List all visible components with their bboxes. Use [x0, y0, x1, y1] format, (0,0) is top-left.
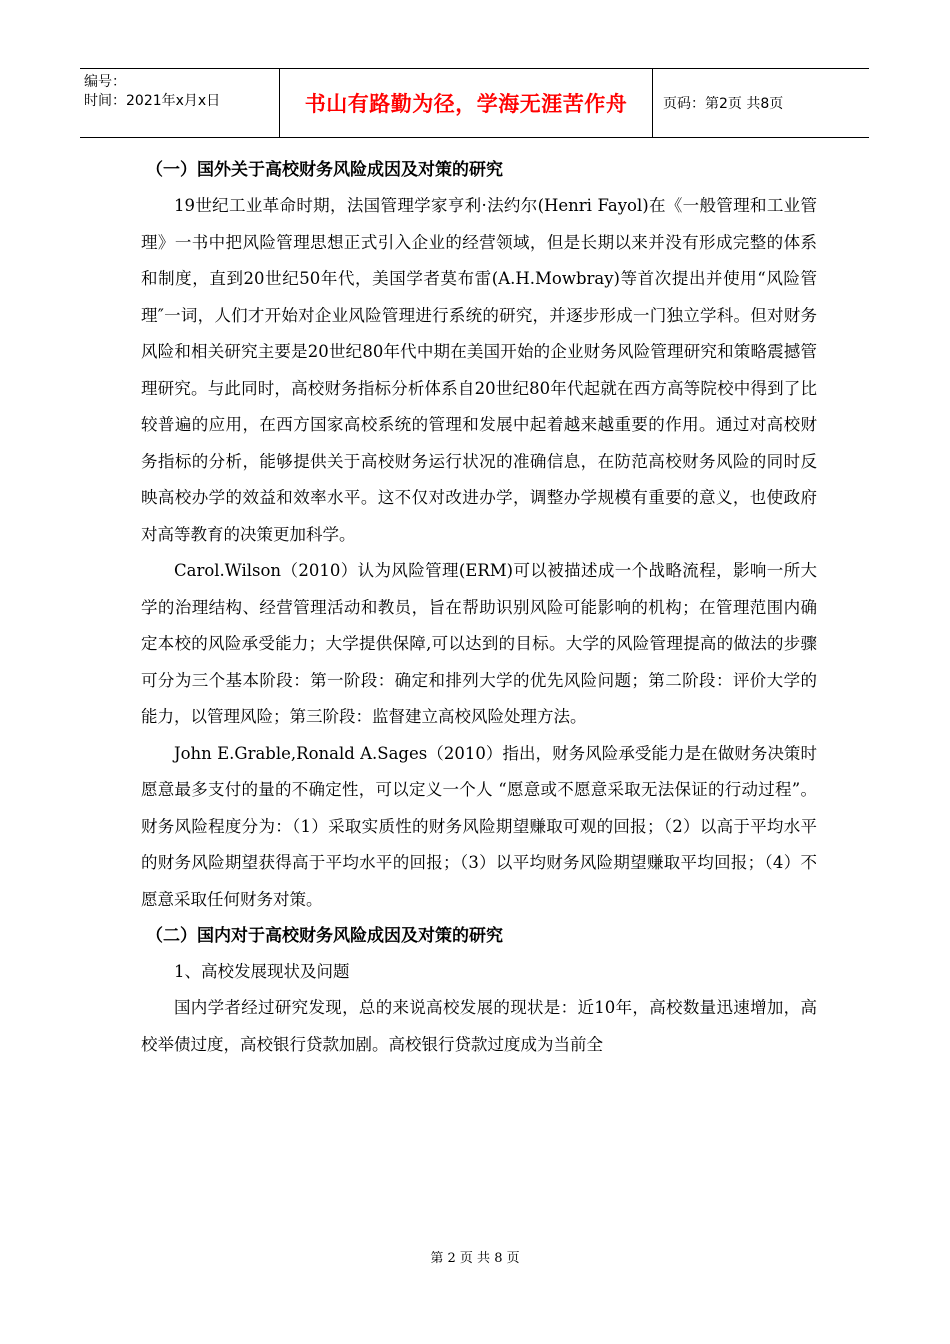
page-footer: 第 2 页 共 8 页	[430, 1251, 520, 1266]
paragraph: 19世纪工业革命时期，法国管理学家亨利·法约尔(Henri Fayol)在《一般管理和工业管理》一书中把风险管理思想正式引入企业的经营领域，但是长期以来并没有形成完整的体系和制度，直到20世纪50年代，美国学者莫布雷(A.H.Mowbray)等首次提出并使用“风险管理″一词，人们才开始对企业风险管理进行系统的研究，并逐步形成一门独立学科。但对财务风险和相关研究主要是20世纪80年代中期在美国开始的企业财务风险管理研究和策略震撼管理研究。与此同时，高校财务指标分析体系自20世纪80年代起就在西方高等院校中得到了比较普遍的应用，在西方国家高校系统的管理和发展中起着越来越重要的作用。通过对高校财务指标的分析，能够提供关于高校财务运行状况的准确信息，在防范高校财务风险的同时反映高校办学的效益和效率水平。这不仅对改进办学，调整办学规模有重要的意义，也使政府对高等教育的决策更加科学。	[141, 196, 817, 544]
header-page-cell	[653, 69, 869, 137]
header-motto-cell	[280, 69, 653, 137]
page-header	[80, 68, 869, 138]
time-label: 时间：2021年x月x日	[84, 93, 221, 109]
motto: 书山有路勤为径，学海无涯苦作舟	[304, 92, 628, 116]
paragraph: John E.Grable,Ronald A.Sages（2010）指出，财务风险承受能力是在做财务决策时愿意最多支付的量的不确定性，可以定义一个人 “愿意或不愿意采取无法保证的行动过程”。财务风险程度分为：（1）采取实质性的财务风险期望赚取可观的回报；（2）以高于平均水平的财务风险期望获得高于平均水平的回报；（3）以平均财务风险期望赚取平均回报；（4）不愿意采取任何财务对策。	[141, 743, 817, 909]
section-heading-2: （二）国内对于高校财务风险成因及对策的研究	[146, 926, 503, 946]
paragraph: 国内学者经过研究发现，总的来说高校发展的现状是：近10年，高校数量迅速增加，高校举债过度，高校银行贷款加剧。高校银行贷款过度成为当前全	[141, 998, 817, 1054]
document-body	[141, 152, 817, 1063]
section-heading-1: （一）国外关于高校财务风险成因及对策的研究	[146, 160, 503, 180]
subsection-heading: 1、高校发展现状及问题	[174, 962, 350, 981]
paragraph: Carol.Wilson（2010）认为风险管理(ERM)可以被描述成一个战略流程，影响一所大学的治理结构、经营管理活动和教员，旨在帮助识别风险可能影响的机构；在管理范围内确定本校的风险承受能力；大学提供保障,可以达到的目标。大学的风险管理提高的做法的步骤可分为三个基本阶段：第一阶段：确定和排列大学的优先风险问题；第二阶段：评价大学的能力，以管理风险；第三阶段：监督建立高校风险处理方法。	[141, 561, 817, 726]
page-info: 页码：第2页 共8页	[663, 96, 784, 112]
header-meta-cell	[80, 69, 280, 137]
number-label: 编号：	[84, 74, 126, 90]
